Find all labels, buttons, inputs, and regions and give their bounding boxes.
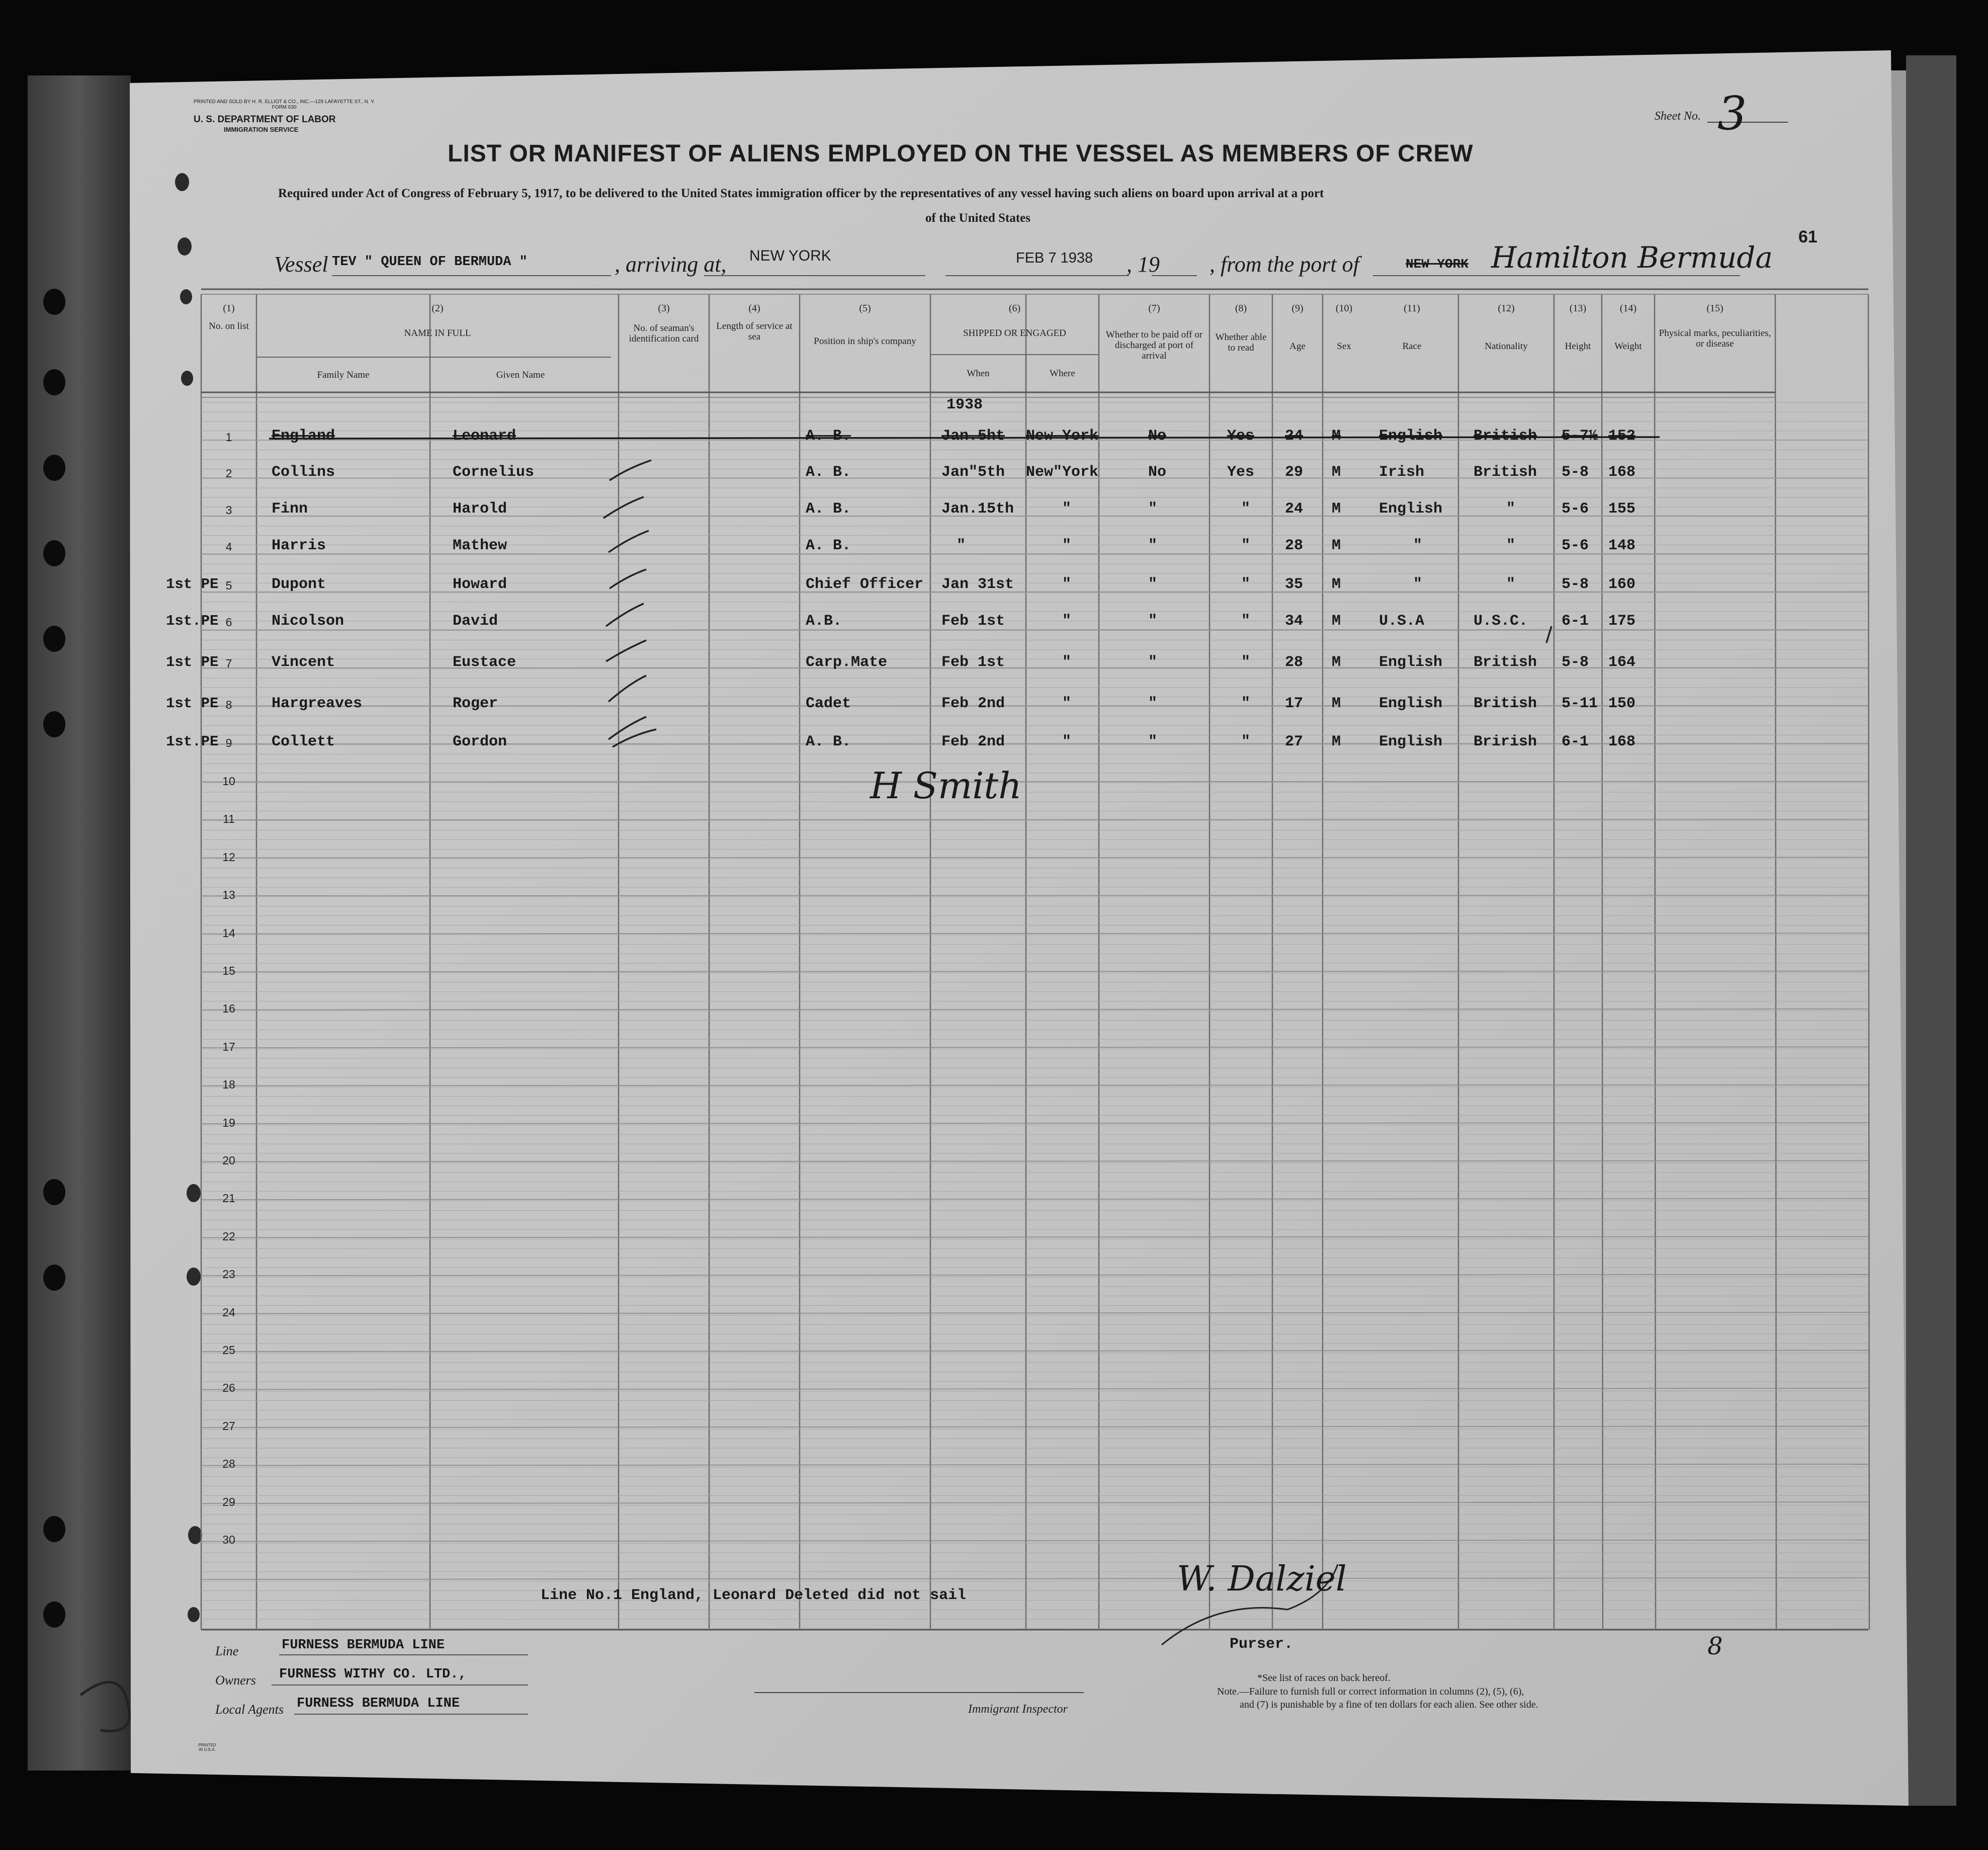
cell-read: Yes <box>1227 428 1255 445</box>
cell-read: " <box>1241 613 1251 630</box>
cell-paid: " <box>1148 613 1158 630</box>
cell-age: 24 <box>1285 500 1304 518</box>
column-header-label: SHIPPED OR ENGAGED <box>963 328 1066 339</box>
column-number: (8) <box>1235 303 1247 314</box>
inspector-initials: H Smith <box>870 765 1022 807</box>
cell-sex: M <box>1332 576 1341 593</box>
purser-label: Purser. <box>1230 1636 1293 1653</box>
cell-weight: 168 <box>1608 464 1636 481</box>
cell-where: " <box>1062 576 1072 593</box>
row-number: 17 <box>222 1040 235 1053</box>
column-number: (3) <box>658 303 670 314</box>
cell-race: English <box>1379 654 1443 671</box>
cell-when: Jan 31st <box>941 576 1014 593</box>
cell-given: Eustace <box>453 654 516 671</box>
margin-number: 8 <box>1707 1632 1723 1660</box>
column-number: (5) <box>859 303 871 314</box>
column-header-label: Sex <box>1337 341 1351 352</box>
margin-annotation: 1st PE <box>166 576 219 593</box>
cell-weight: 160 <box>1608 576 1636 593</box>
row-number: 25 <box>222 1343 235 1357</box>
row-number: 2 <box>225 467 232 480</box>
cell-height: 5-11 <box>1562 695 1598 712</box>
cell-paid: No <box>1148 464 1167 481</box>
cell-read: " <box>1241 500 1251 518</box>
cell-position: A. B. <box>806 428 851 445</box>
cell-race: " <box>1413 576 1423 593</box>
cell-position: A.B. <box>806 613 842 630</box>
column-header-label: Whether to be paid off or discharged at port of arrival <box>1105 329 1203 361</box>
cell-paid: " <box>1148 695 1158 712</box>
column-number: (15) <box>1706 303 1723 314</box>
agents-value: FURNESS BERMUDA LINE <box>297 1696 460 1711</box>
cell-race: English <box>1379 695 1443 712</box>
cell-given: Mathew <box>453 537 507 554</box>
cell-read: " <box>1241 733 1251 750</box>
column-header-label: Race <box>1402 341 1422 352</box>
row-number: 1 <box>225 431 232 444</box>
cell-given: Roger <box>453 695 498 712</box>
cell-age: 17 <box>1285 695 1304 712</box>
margin-annotation: 1st PE <box>166 654 219 670</box>
cell-nationality: U.S.C. <box>1474 613 1528 630</box>
cell-given: David <box>453 613 498 630</box>
year-prefix: , 19 <box>1127 252 1160 277</box>
cell-sex: M <box>1332 695 1341 712</box>
row-number: 18 <box>222 1078 235 1091</box>
cell-age: 24 <box>1285 428 1304 445</box>
cell-race: English <box>1379 500 1443 518</box>
cell-paid: " <box>1148 654 1158 671</box>
cell-sex: M <box>1332 464 1341 481</box>
arrival-date: FEB 7 1938 <box>1016 250 1093 266</box>
cell-read: " <box>1241 537 1251 554</box>
column-number: (6) <box>1008 303 1021 314</box>
row-number: 19 <box>222 1116 235 1129</box>
cell-weight: 152 <box>1608 428 1636 445</box>
cell-nationality: British <box>1474 428 1537 445</box>
subtitle-line-1: Required under Act of Congress of February 5, 1917, to be delivered to the United States immigration officer by the representatives of any vessel having such aliens on board upon arrival at a port <box>278 187 1324 200</box>
row-number: 29 <box>222 1495 235 1508</box>
cell-sex: M <box>1332 537 1341 554</box>
row-number: 21 <box>222 1192 235 1205</box>
cell-position: A. B. <box>806 500 851 518</box>
column-header-label: Nationality <box>1485 341 1528 352</box>
cell-age: 27 <box>1285 733 1304 750</box>
cell-given: Harold <box>453 500 507 518</box>
cell-family: Nicolson <box>272 613 344 630</box>
subheader-when: When <box>967 368 990 379</box>
cell-height: 6-1 <box>1562 733 1589 750</box>
row-number: 23 <box>222 1268 235 1281</box>
row-number: 9 <box>225 736 232 749</box>
cell-read: Yes <box>1227 464 1255 481</box>
cell-where: " <box>1062 695 1072 712</box>
cell-position: A. B. <box>806 537 851 554</box>
cell-nationality: " <box>1506 500 1516 518</box>
column-header-label: Physical marks, peculiarities, or disease <box>1659 328 1771 349</box>
cell-sex: M <box>1332 733 1341 750</box>
row-number: 16 <box>222 1002 235 1016</box>
row-number: 8 <box>225 698 232 711</box>
row-number: 10 <box>222 775 235 788</box>
cell-where: " <box>1062 537 1072 554</box>
row-rule <box>201 857 1868 858</box>
cell-age: 29 <box>1285 464 1304 481</box>
cell-height: 5-6 <box>1562 500 1589 518</box>
cell-weight: 150 <box>1608 695 1636 712</box>
column-header-label: No. on list <box>209 321 249 331</box>
vessel-label: Vessel <box>274 252 328 277</box>
subheader-family-name: Family Name <box>317 370 370 380</box>
cell-family: England <box>272 428 335 445</box>
sheet-no-value: 3 <box>1717 87 1747 140</box>
line-value: FURNESS BERMUDA LINE <box>282 1638 445 1653</box>
printed-in-usa: PRINTED IN U.S.A. <box>198 1743 216 1752</box>
line-label: Line <box>215 1644 239 1658</box>
cell-position: Carp.Mate <box>806 654 888 671</box>
cell-height: 5-8 <box>1562 576 1589 593</box>
cell-given: Cornelius <box>453 464 535 481</box>
cell-where: " <box>1062 613 1072 630</box>
cell-paid: " <box>1148 576 1158 593</box>
sheet-no-label: Sheet No. <box>1655 110 1701 123</box>
department-block <box>194 115 336 135</box>
row-number: 20 <box>222 1154 235 1167</box>
cell-read: " <box>1241 576 1251 593</box>
deletion-note: Line No.1 England, Leonard Deleted did not sail <box>541 1587 967 1604</box>
page-title: LIST OR MANIFEST OF ALIENS EMPLOYED ON THE VESSEL AS MEMBERS OF CREW <box>448 140 1474 167</box>
department-name: U. S. DEPARTMENT OF LABOR <box>194 114 336 125</box>
cell-nationality: British <box>1474 464 1537 481</box>
row-number: 5 <box>225 579 232 592</box>
cell-paid: " <box>1148 500 1158 518</box>
column-number: (1) <box>223 303 235 314</box>
cell-race: English <box>1379 428 1443 445</box>
page-number: 61 <box>1798 227 1818 246</box>
column-header-label: NAME IN FULL <box>404 328 471 339</box>
cell-family: Dupont <box>272 576 326 593</box>
column-header-label: Age <box>1289 341 1306 352</box>
cell-family: Harris <box>272 537 326 554</box>
cell-position: Cadet <box>806 695 851 712</box>
owners-label: Owners <box>215 1673 256 1688</box>
cell-nationality: British <box>1474 654 1537 671</box>
cell-paid: " <box>1148 733 1158 750</box>
column-number: (7) <box>1148 303 1160 314</box>
from-port-struck: NEW YORK <box>1406 257 1468 272</box>
column-number: (4) <box>748 303 760 314</box>
column-header-label: Whether able to read <box>1215 332 1267 353</box>
fine-note-line-1: Note.—Failure to furnish full or correct information in columns (2), (5), (6), <box>1217 1686 1524 1697</box>
row-number: 14 <box>222 926 235 940</box>
cell-age: 28 <box>1285 537 1304 554</box>
cell-race: English <box>1379 733 1443 750</box>
cell-when: Jan.15th <box>941 500 1014 518</box>
cell-nationality: " <box>1506 537 1516 554</box>
cell-height: 5-7½ <box>1562 428 1598 445</box>
cell-family: Finn <box>272 500 308 518</box>
column-header-label: Weight <box>1614 341 1642 352</box>
cell-when: Feb 2nd <box>941 733 1005 750</box>
margin-annotation: 1st PE <box>166 695 219 712</box>
fine-note-line-2: and (7) is punishable by a fine of ten dollars for each alien. See other side. <box>1240 1699 1538 1710</box>
cell-position: Chief Officer <box>806 576 924 593</box>
row-number: 12 <box>222 850 235 864</box>
row-number: 15 <box>222 964 235 977</box>
subheader-where: Where <box>1050 368 1075 379</box>
row-number: 4 <box>225 540 232 553</box>
cell-where: " <box>1062 654 1072 671</box>
row-number: 24 <box>222 1305 235 1319</box>
cell-height: 5-8 <box>1562 654 1589 671</box>
year-heading: 1938 <box>946 396 983 413</box>
column-number: (13) <box>1569 303 1587 314</box>
cell-paid: " <box>1148 537 1158 554</box>
column-number: (11) <box>1404 303 1420 314</box>
cell-family: Collett <box>272 733 335 750</box>
cell-age: 34 <box>1285 613 1304 630</box>
row-number: 3 <box>225 503 232 517</box>
cell-age: 28 <box>1285 654 1304 671</box>
row-number: 26 <box>222 1381 235 1395</box>
cell-height: 5-6 <box>1562 537 1589 554</box>
column-number: (9) <box>1291 303 1304 314</box>
cell-nationality: British <box>1474 695 1537 712</box>
cell-race: U.S.A <box>1379 613 1425 630</box>
from-port-label: , from the port of <box>1209 252 1359 277</box>
column-number: (2) <box>431 303 444 314</box>
agents-label: Local Agents <box>215 1702 284 1717</box>
subtitle-line-2: of the United States <box>925 211 1031 225</box>
binding-strip <box>28 75 131 1771</box>
cell-nationality: Brirish <box>1474 733 1537 750</box>
row-number: 22 <box>222 1229 235 1243</box>
vessel-name: TEV " QUEEN OF BERMUDA " <box>332 255 528 270</box>
column-number: (10) <box>1335 303 1353 314</box>
cell-height: 5-8 <box>1562 464 1589 481</box>
cell-family: Vincent <box>272 654 335 671</box>
cell-nationality: " <box>1506 576 1516 593</box>
row-number: 6 <box>225 616 232 629</box>
column-header-label: Height <box>1565 341 1591 352</box>
cell-when: Feb 2nd <box>941 695 1005 712</box>
arriving-label: , arriving at, <box>615 252 727 277</box>
column-number: (12) <box>1498 303 1515 314</box>
cell-weight: 155 <box>1608 500 1636 518</box>
cell-age: 35 <box>1285 576 1304 593</box>
cell-height: 6-1 <box>1562 613 1589 630</box>
cell-sex: M <box>1332 428 1341 445</box>
cell-race: " <box>1413 537 1423 554</box>
cell-when: Jan"5th <box>941 464 1005 481</box>
cell-given: Leonard <box>453 428 516 445</box>
margin-annotation: 1st.PE <box>166 613 219 629</box>
cell-weight: 175 <box>1608 613 1636 630</box>
row-number: 30 <box>222 1533 235 1546</box>
row-number: 13 <box>222 888 235 902</box>
row-number: 11 <box>223 812 235 826</box>
column-header-label: No. of seaman's identification card <box>629 323 699 344</box>
arriving-port: NEW YORK <box>749 247 831 264</box>
cell-given: Gordon <box>453 733 507 750</box>
cell-read: " <box>1241 695 1251 712</box>
cell-where: " <box>1062 500 1072 518</box>
cell-where: New York <box>1026 428 1099 445</box>
cell-when: Feb 1st <box>941 654 1005 671</box>
cell-weight: 168 <box>1608 733 1636 750</box>
cell-when: Feb 1st <box>941 613 1005 630</box>
owners-value: FURNESS WITHY CO. LTD., <box>279 1667 467 1682</box>
cell-family: Hargreaves <box>272 695 363 712</box>
column-header-label: Length of service at sea <box>716 321 793 342</box>
purser-signature: W. Dalziel <box>1177 1559 1347 1599</box>
cell-weight: 148 <box>1608 537 1636 554</box>
cell-given: Howard <box>453 576 507 593</box>
cell-race: Irish <box>1379 464 1425 481</box>
printer-imprint <box>194 99 375 110</box>
subheader-given-name: Given Name <box>496 370 545 380</box>
row-number: 27 <box>222 1419 235 1433</box>
cell-sex: M <box>1332 613 1341 630</box>
printer-line-2: FORM 630 <box>272 105 297 110</box>
cell-position: A. B. <box>806 464 851 481</box>
cell-read: " <box>1241 654 1251 671</box>
row-number: 7 <box>225 657 232 670</box>
cell-family: Collins <box>272 464 335 481</box>
cell-where: " <box>1062 733 1072 750</box>
inspector-label: Immigrant Inspector <box>968 1703 1068 1716</box>
cell-when: " <box>957 537 966 554</box>
column-header-label: Position in ship's company <box>814 336 916 347</box>
row-number: 28 <box>222 1457 235 1471</box>
from-port-handwritten: Hamilton Bermuda <box>1491 240 1773 275</box>
cell-paid: No <box>1148 428 1167 445</box>
races-note: *See list of races on back hereof. <box>1257 1672 1391 1684</box>
right-page-edge <box>1906 55 1956 1806</box>
margin-annotation: 1st.PE <box>166 733 219 750</box>
row-rule <box>201 819 1868 820</box>
cell-when: Jan.5ht <box>941 428 1005 445</box>
column-number: (14) <box>1619 303 1637 314</box>
cell-sex: M <box>1332 654 1341 671</box>
cell-weight: 164 <box>1608 654 1636 671</box>
cell-position: A. B. <box>806 733 851 750</box>
printer-line-1: PRINTED AND SOLD BY H. R. ELLIOT & CO., INC.—129 LAFAYETTE ST., N. Y. <box>194 99 375 105</box>
department-service: IMMIGRATION SERVICE <box>224 126 299 133</box>
cell-sex: M <box>1332 500 1341 518</box>
cell-where: New"York <box>1026 464 1099 481</box>
